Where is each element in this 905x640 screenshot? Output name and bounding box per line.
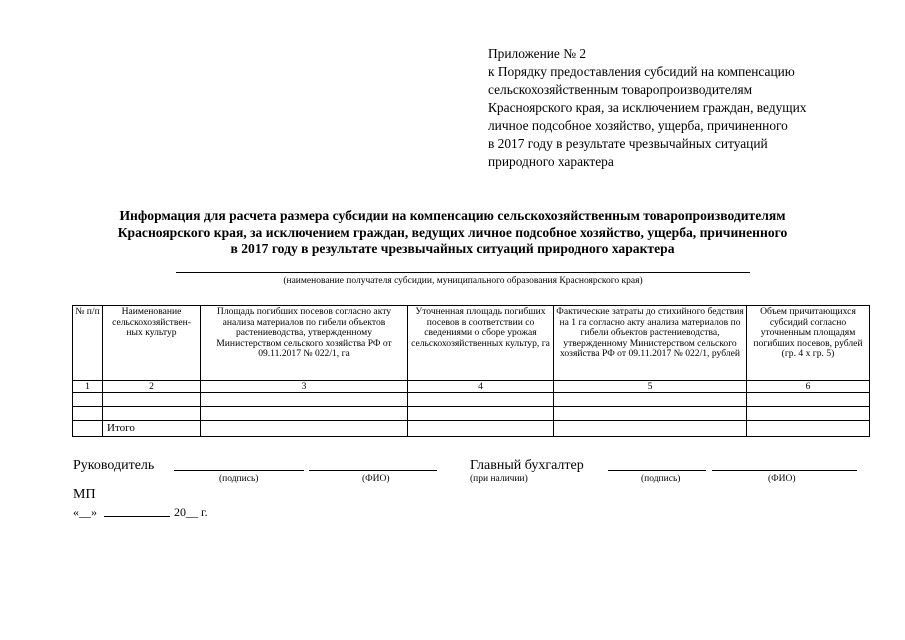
table-cell[interactable] (408, 393, 554, 407)
accountant-name-line[interactable] (712, 470, 857, 471)
appendix-line: личное подсобное хозяйство, ущерба, причиненного (488, 118, 788, 133)
table-cell[interactable] (103, 407, 201, 421)
appendix-line: к Порядку предоставления субсидий на компенсацию (488, 64, 795, 79)
head-signature-line[interactable] (174, 470, 304, 471)
document-title (40, 208, 865, 258)
table-cell[interactable] (554, 407, 747, 421)
table-cell[interactable] (554, 421, 747, 437)
table-cell[interactable] (554, 393, 747, 407)
table-cell[interactable] (73, 393, 103, 407)
table-cell[interactable] (747, 421, 870, 437)
header-cell-number: № п/п (73, 306, 103, 381)
table-cell[interactable] (408, 407, 554, 421)
table-header-row (73, 306, 870, 381)
subsidy-table (72, 305, 870, 437)
if-any-caption: (при наличии) (470, 474, 528, 484)
recipient-name-line (176, 272, 750, 273)
date-month-line[interactable] (104, 516, 170, 517)
appendix-line: природного характера (488, 154, 614, 169)
column-number: 6 (747, 381, 870, 393)
table-row (73, 393, 870, 407)
chief-accountant-label: Главный бухгалтер (470, 458, 584, 473)
date-year: 20__ г. (174, 505, 208, 519)
table-cell[interactable] (747, 407, 870, 421)
header-cell-subsidy-amount: Объем причитающихся субсидий согласно уточненным площадям погибших посевов, рублей (гр. 4 x гр. 5) (747, 306, 870, 381)
header-cell-lost-area: Площадь погибших посевов согласно акту анализа материалов по гибели объектов растениеводства, утвержденному Министерством сельского хозяйства РФ от 09.11.2017 № 022/1, га (201, 306, 408, 381)
total-row (73, 421, 870, 437)
total-label: Итого (103, 421, 201, 437)
column-number: 2 (103, 381, 201, 393)
title-line: Информация для расчета размера субсидии на компенсацию сельскохозяйственным товаропроизводителям (119, 208, 786, 223)
head-signature-caption: (подпись) (219, 474, 259, 484)
table-cell[interactable] (201, 393, 408, 407)
title-line: Красноярского края, за исключением граждан, ведущих личное подсобное хозяйство, ущерба, причиненного (117, 224, 788, 240)
column-number: 3 (201, 381, 408, 393)
accountant-name-caption: (ФИО) (768, 474, 796, 484)
head-name-caption: (ФИО) (362, 474, 390, 484)
appendix-note (488, 45, 888, 171)
table-cell[interactable] (408, 421, 554, 437)
accountant-signature-caption: (подпись) (641, 474, 681, 484)
column-number-row (73, 381, 870, 393)
table-cell[interactable] (747, 393, 870, 407)
table-cell[interactable] (73, 407, 103, 421)
accountant-signature-line[interactable] (608, 470, 706, 471)
column-number: 5 (554, 381, 747, 393)
appendix-line: Приложение № 2 (488, 46, 587, 61)
date-day: «__» (73, 505, 97, 519)
table-cell[interactable] (201, 407, 408, 421)
header-cell-refined-area: Уточненная площадь погибших посевов в соответствии со сведениями о сборе урожая сельскохозяйственных культур, га (408, 306, 554, 381)
head-label: Руководитель (73, 458, 155, 473)
stamp-label: МП (73, 487, 96, 502)
table-cell[interactable] (103, 393, 201, 407)
title-line: в 2017 году в результате чрезвычайных ситуаций природного характера (230, 241, 675, 256)
table-cell[interactable] (201, 421, 408, 437)
header-cell-crop: Наименование сельскохозяйствен-ных культур (103, 306, 201, 381)
column-number: 1 (73, 381, 103, 393)
recipient-caption: (наименование получателя субсидии, муниципального образования Красноярского края) (283, 276, 643, 286)
header-cell-actual-costs: Фактические затраты до стихийного бедствия на 1 га согласно акту анализа материалов по гибели объектов растениеводства, утвержденному Министерством сельского хозяйства РФ от 09.11.2017 № 022/1, рублей (554, 306, 747, 381)
table-row (73, 407, 870, 421)
head-name-line[interactable] (309, 470, 437, 471)
column-number: 4 (408, 381, 554, 393)
appendix-line: сельскохозяйственным товаропроизводителям (488, 82, 753, 97)
table-cell[interactable] (73, 421, 103, 437)
appendix-line: Красноярского края, за исключением граждан, ведущих (488, 100, 807, 115)
appendix-line: в 2017 году в результате чрезвычайных ситуаций (488, 136, 768, 151)
